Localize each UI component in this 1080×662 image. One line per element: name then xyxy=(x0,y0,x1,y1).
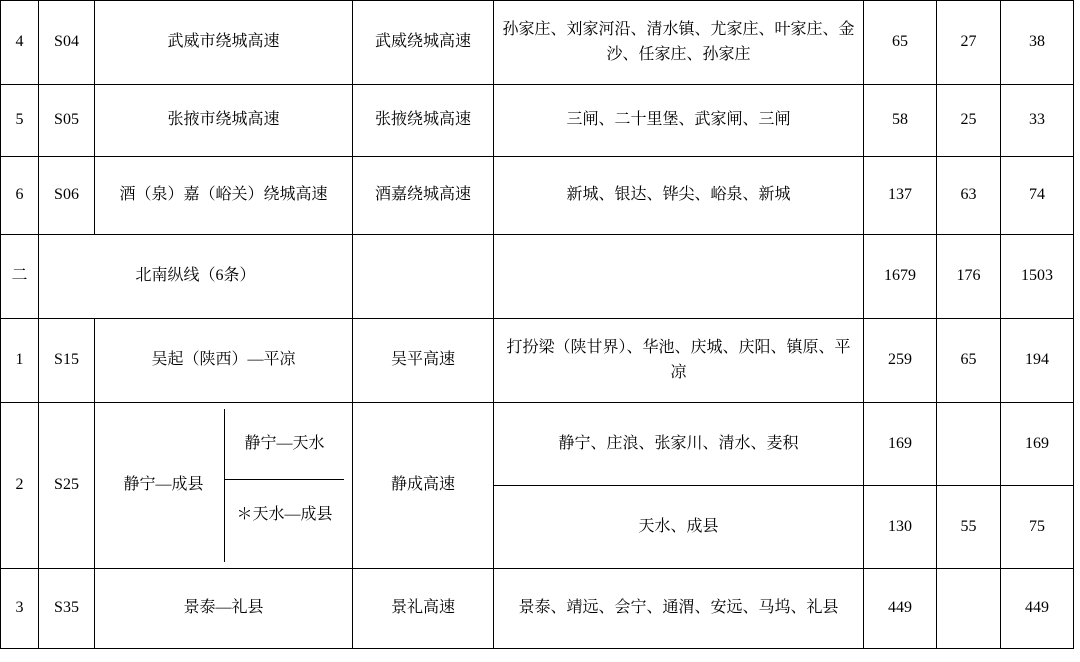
row-index: 3 xyxy=(1,569,39,649)
route-built-km xyxy=(937,403,1001,486)
section-index: 二 xyxy=(1,235,39,319)
table-row xyxy=(1,319,1074,403)
route-built-km: 65 xyxy=(937,319,1001,403)
route-total-km: 449 xyxy=(864,569,937,649)
route-passing-places: 静宁、庄浪、张家川、清水、麦积 xyxy=(494,403,864,486)
row-index: 5 xyxy=(1,85,39,157)
route-passing-places: 天水、成县 xyxy=(494,486,864,569)
route-planned-km: 169 xyxy=(1001,403,1074,486)
route-name: 景泰—礼县 xyxy=(95,569,353,649)
route-code: S04 xyxy=(39,1,95,85)
route-code: S06 xyxy=(39,157,95,235)
table-section-row xyxy=(1,235,1074,319)
route-total-km: 259 xyxy=(864,319,937,403)
route-built-km xyxy=(937,569,1001,649)
route-total-km: 65 xyxy=(864,1,937,85)
route-planned-km: 449 xyxy=(1001,569,1074,649)
route-total-km: 58 xyxy=(864,85,937,157)
section-title: 北南纵线（6条） xyxy=(39,235,353,319)
route-name-group xyxy=(95,403,353,569)
table-row xyxy=(1,569,1074,649)
section-total-km: 1679 xyxy=(864,235,937,319)
route-built-km: 55 xyxy=(937,486,1001,569)
route-total-km: 137 xyxy=(864,157,937,235)
route-short-name: 静成高速 xyxy=(353,403,494,569)
route-name: 武威市绕城高速 xyxy=(95,1,353,85)
route-planned-km: 75 xyxy=(1001,486,1074,569)
table-row xyxy=(1,1,1074,85)
route-subsection-name: ＊天水—成县 xyxy=(236,506,333,524)
section-built-km: 176 xyxy=(937,235,1001,319)
route-planned-km: 38 xyxy=(1001,1,1074,85)
table-row xyxy=(1,157,1074,235)
route-code: S25 xyxy=(39,403,95,569)
route-total-km: 169 xyxy=(864,403,937,486)
route-short-name: 武威绕城高速 xyxy=(353,1,494,85)
route-short-name: 景礼高速 xyxy=(353,569,494,649)
section-planned-km: 1503 xyxy=(1001,235,1074,319)
route-built-km: 63 xyxy=(937,157,1001,235)
section-passing-places xyxy=(494,235,864,319)
route-passing-places: 三闸、二十里堡、武家闸、三闸 xyxy=(494,85,864,157)
route-subsection-name: 静宁—天水 xyxy=(225,409,344,480)
route-name: 吴起（陕西）—平凉 xyxy=(95,319,353,403)
route-name: 张掖市绕城高速 xyxy=(95,85,353,157)
route-name: 静宁—成县 xyxy=(103,409,225,562)
route-planned-km: 74 xyxy=(1001,157,1074,235)
route-passing-places: 打扮梁（陕甘界）、华池、庆城、庆阳、镇原、平凉 xyxy=(494,319,864,403)
row-index: 6 xyxy=(1,157,39,235)
row-index: 2 xyxy=(1,403,39,569)
route-passing-places: 景泰、靖远、会宁、通渭、安远、马坞、礼县 xyxy=(494,569,864,649)
table-row xyxy=(1,403,1074,486)
route-short-name: 张掖绕城高速 xyxy=(353,85,494,157)
section-short-name xyxy=(353,235,494,319)
route-planned-km: 194 xyxy=(1001,319,1074,403)
row-index: 1 xyxy=(1,319,39,403)
route-short-name: 吴平高速 xyxy=(353,319,494,403)
table-row xyxy=(1,85,1074,157)
route-code: S15 xyxy=(39,319,95,403)
route-built-km: 25 xyxy=(937,85,1001,157)
route-code: S35 xyxy=(39,569,95,649)
route-passing-places: 孙家庄、刘家河沿、清水镇、尤家庄、叶家庄、金沙、任家庄、孙家庄 xyxy=(494,1,864,85)
route-code: S05 xyxy=(39,85,95,157)
row-index: 4 xyxy=(1,1,39,85)
route-short-name: 酒嘉绕城高速 xyxy=(353,157,494,235)
route-planned-km: 33 xyxy=(1001,85,1074,157)
route-name: 酒（泉）嘉（峪关）绕城高速 xyxy=(95,157,353,235)
route-total-km: 130 xyxy=(864,486,937,569)
route-passing-places: 新城、银达、铧尖、峪泉、新城 xyxy=(494,157,864,235)
route-built-km: 27 xyxy=(937,1,1001,85)
